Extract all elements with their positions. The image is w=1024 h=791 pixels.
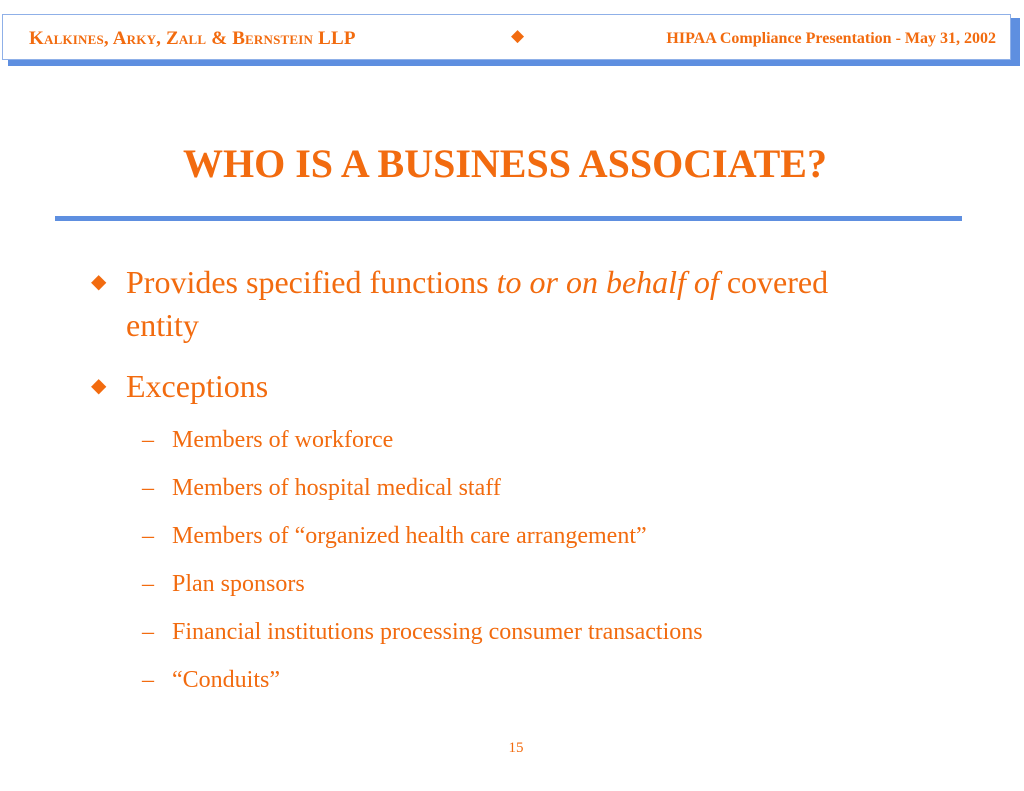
dash-bullet: – xyxy=(142,571,154,597)
sub-item-text: Members of workforce xyxy=(172,427,394,453)
slide-title: WHO IS A BUSINESS ASSOCIATE? xyxy=(183,141,827,186)
dash-bullet: – xyxy=(142,523,154,549)
bullet-text-italic: to or on behalf of xyxy=(496,264,719,300)
bullet-text-line2: entity xyxy=(126,307,199,343)
bullet-text xyxy=(126,261,828,347)
bullet-text: Exceptions xyxy=(126,368,269,404)
bullet-text-part: Provides specified functions xyxy=(126,264,497,300)
diamond-bullet-icon: ◆ xyxy=(91,375,107,397)
title-divider xyxy=(55,216,962,221)
sub-item-text: Financial institutions processing consumer transactions xyxy=(172,619,703,645)
dash-bullet: – xyxy=(142,427,154,453)
dash-bullet: – xyxy=(142,619,154,645)
sub-item-text: Plan sponsors xyxy=(172,571,305,597)
slide-header xyxy=(2,14,1011,60)
firm-name: Kalkines, Arky, Zall & Bernstein LLP xyxy=(29,28,356,49)
diamond-bullet-icon: ◆ xyxy=(91,271,107,293)
dash-bullet: – xyxy=(142,475,154,501)
bullet-text-part: covered xyxy=(718,264,829,300)
presentation-info: HIPAA Compliance Presentation - May 31, 2002 xyxy=(666,30,996,47)
sub-item-text: Members of hospital medical staff xyxy=(172,475,501,501)
sub-item-text: Members of “organized health care arrangement” xyxy=(172,523,647,549)
diamond-separator-icon: ◆ xyxy=(511,26,525,45)
dash-bullet: – xyxy=(142,667,154,693)
sub-item-text: “Conduits” xyxy=(172,667,280,693)
page-number: 15 xyxy=(508,740,524,756)
